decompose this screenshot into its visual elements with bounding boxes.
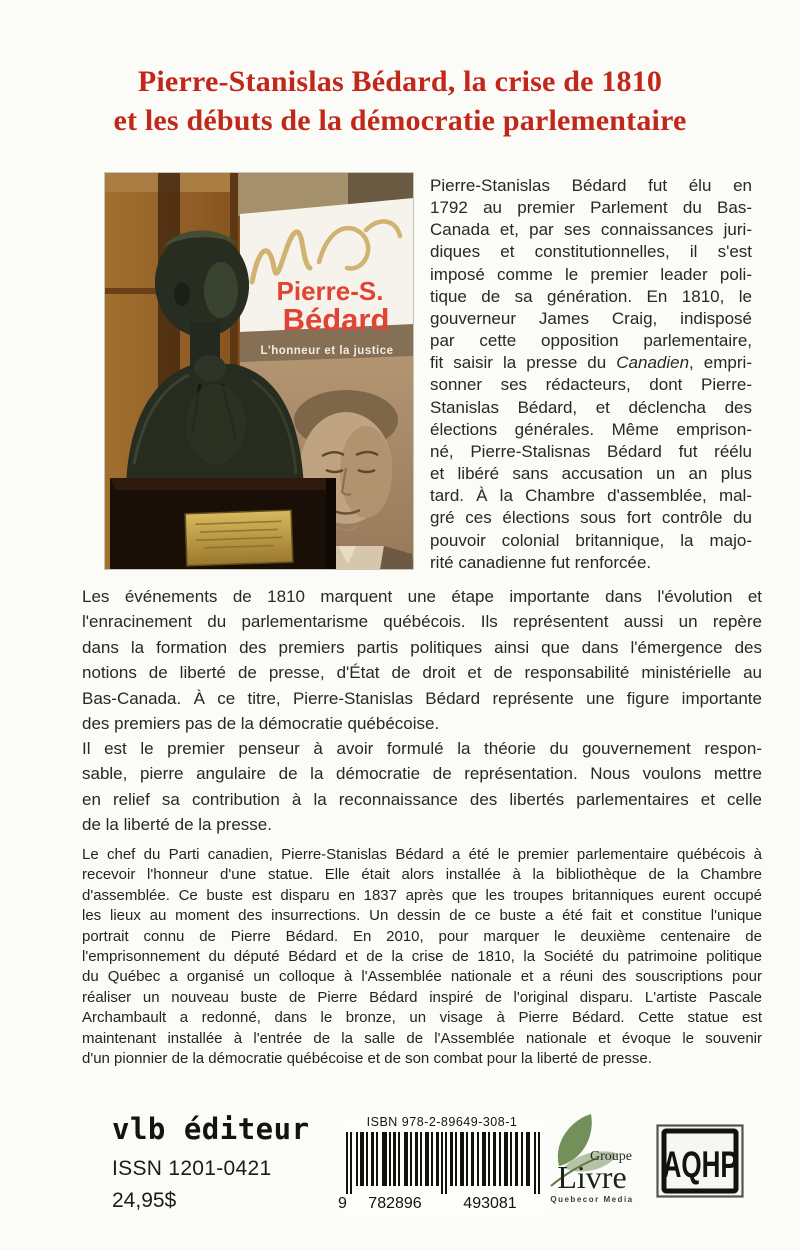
body-paragraph-3 <box>82 845 762 1069</box>
text-line <box>430 241 752 263</box>
poster-title-line2: Bédard <box>282 302 390 337</box>
text-segment: 1792 au premier Parlement du Bas- <box>430 198 752 218</box>
text-segment: gouverneur James Craig, indisposé <box>430 308 752 328</box>
text-segment: Les événements de 1810 marquent une étape importante dans l'évolution et <box>82 587 762 606</box>
text-line <box>82 761 762 786</box>
text-line <box>430 530 752 552</box>
group-logo-main: Livre <box>557 1159 627 1195</box>
price-label: 24,95$ <box>112 1189 177 1212</box>
text-segment: né, Pierre-Stalisnas Bédard fut réélu <box>430 441 752 461</box>
text-segment: , empri- <box>689 353 752 373</box>
text-line <box>430 397 752 419</box>
text-line <box>430 308 752 330</box>
text-segment: élections générales. Même emprison- <box>430 419 752 439</box>
text-segment: portrait connu de Pierre Bédard. En 2010, pour marquer le deuxième centenaire de <box>82 927 762 945</box>
text-segment: dans la formation des premiers partis politiques ainsi que dans l'émergence des <box>82 637 762 657</box>
text-line <box>430 419 752 441</box>
text-line <box>430 175 752 197</box>
text-segment: et les débuts de la démocratie parlementaire <box>113 104 687 137</box>
text-line <box>82 947 762 967</box>
text-segment: notions de liberté de presse, d'État de droit et de responsabilité ministérielle au <box>82 663 762 683</box>
text-line <box>82 660 762 685</box>
text-line <box>82 906 762 926</box>
group-logo-sub: Quebecor Media <box>550 1195 634 1204</box>
text-line <box>82 812 762 837</box>
bust-photo-illustration <box>104 172 414 570</box>
text-segment: et libéré sans accusation un an plus <box>430 464 752 484</box>
text-line <box>430 286 752 308</box>
text-segment: sonner ses rédacteurs, dont Pierre- <box>430 375 752 395</box>
text-segment: tard. À la Chambre d'assemblée, mal- <box>430 486 752 506</box>
text-line <box>0 62 800 101</box>
text-segment: diques et constitutionnelles, il s'est <box>430 242 752 262</box>
text-line <box>82 787 762 812</box>
text-line <box>82 635 762 660</box>
text-segment: Canadien <box>616 353 690 373</box>
text-segment: Bas-Canada. À ce titre, Pierre-Stanislas Bédard représente une figure importante <box>82 688 762 708</box>
brass-plaque <box>185 510 293 566</box>
text-segment: les lieux au moment des insurrections. Un dessin de ce buste a été fait et constitue l'unique <box>82 907 762 925</box>
text-line <box>430 264 752 286</box>
text-segment: des premiers pas de la démocratie québécoise. <box>82 714 440 734</box>
text-segment: Il est le premier penseur à avoir formulé la théorie du gouvernement respon- <box>82 739 762 758</box>
text-line <box>82 886 762 906</box>
body-paragraph-1 <box>82 584 762 736</box>
intro-paragraph <box>430 175 752 574</box>
text-segment: fit saisir la presse du <box>430 353 617 373</box>
text-line <box>82 609 762 634</box>
text-segment: Pierre-Stanislas Bédard, la crise de 1810 <box>137 65 663 98</box>
svg-text:782896: 782896 <box>368 1195 422 1212</box>
text-segment: Stanislas Bédard, et déclencha des <box>430 397 752 417</box>
text-line <box>430 441 752 463</box>
text-segment: l'emprisonnement du député Bédard et de la crise de 1810, la Société du patrimoine politique <box>82 948 762 966</box>
bust-photo <box>104 172 414 570</box>
text-line <box>430 485 752 507</box>
text-segment: rité canadienne fut renforcée. <box>430 552 652 572</box>
book-title <box>0 62 800 140</box>
body-paragraph-2 <box>82 736 762 838</box>
text-line <box>82 711 762 736</box>
text-line <box>82 1029 762 1049</box>
text-line <box>430 219 752 241</box>
text-line <box>82 686 762 711</box>
text-segment: d'un pionnier de la démocratie québécoise et de son combat pour la liberté de presse. <box>82 1050 652 1068</box>
text-segment: du Québec a organisé un colloque à l'Assemblée nationale et a réuni des souscriptions pour <box>82 968 762 986</box>
text-segment: gré ces élections sous fort contrôle du <box>430 508 752 528</box>
text-segment: réaliser un nouveau buste de Pierre Bédard inspiré de l'original disparu. L'artiste Pascale <box>82 988 762 1006</box>
publisher-logo: vlb éditeur <box>112 1112 310 1146</box>
text-line <box>82 865 762 885</box>
text-segment: de la liberté de la presse. <box>82 815 272 835</box>
text-segment: sable, pierre angulaire de la démocratie de représentation. Nous voulons mettre <box>82 764 762 784</box>
svg-text:493081: 493081 <box>463 1195 517 1212</box>
svg-text:9: 9 <box>338 1195 347 1212</box>
text-segment: imposé comme le premier leader poli- <box>430 264 752 284</box>
text-segment: Archambault a redonné, dans le bronze, un visage à Pierre Bédard. Cette statue est <box>82 1009 762 1027</box>
text-line <box>430 197 752 219</box>
text-segment: d'assemblée. Ce buste est disparu en 1837 après que les troupes britanniques eurent occupé <box>82 886 762 904</box>
groupe-livre-logo <box>545 1108 640 1211</box>
text-segment: tique de sa génération. En 1810, le <box>430 286 752 306</box>
text-segment: l'enracinement du parlementarisme québécois. Ils représentent aussi un repère <box>82 612 762 632</box>
text-line <box>430 463 752 485</box>
text-segment: en relief sa contribution à la reconnaissance des libertés parlementaires et celle <box>82 789 762 809</box>
text-line <box>82 584 762 609</box>
text-line <box>430 552 752 574</box>
isbn-barcode <box>338 1114 550 1221</box>
text-segment: maintenant installée à l'entrée de la salle de l'Assemblée nationale et évoque le souvenir <box>82 1029 762 1047</box>
text-segment: par cette opposition parlementaire, <box>430 331 752 351</box>
text-line <box>430 374 752 396</box>
text-line <box>82 927 762 947</box>
text-segment: Le chef du Parti canadien, Pierre-Stanislas Bédard a été le premier parlementaire québécois à <box>82 846 762 863</box>
isbn-label: ISBN 978-2-89649-308-1 <box>366 1115 518 1129</box>
text-line <box>0 101 800 140</box>
aqhp-logo <box>656 1124 744 1205</box>
text-line <box>82 736 762 761</box>
text-line <box>82 845 762 865</box>
text-line <box>430 330 752 352</box>
group-logo-top: Groupe <box>590 1149 632 1164</box>
text-segment: Canada et, par ses connaissances juri- <box>430 220 752 240</box>
issn-label: ISSN 1201-0421 <box>112 1157 272 1180</box>
poster-subtitle: L'honneur et la justice <box>260 345 394 357</box>
text-line <box>430 352 752 374</box>
text-line <box>82 988 762 1008</box>
text-line <box>82 1049 762 1069</box>
text-segment: pouvoir colonial britannique, la majo- <box>430 530 752 550</box>
text-segment: Pierre-Stanislas Bédard fut élu en <box>430 176 752 195</box>
text-line <box>82 1008 762 1028</box>
text-line <box>430 507 752 529</box>
text-segment: recevoir l'honneur d'une statue. Elle était alors installée à la bibliothèque de la Chambre <box>82 866 762 884</box>
aqhp-label: AQHP <box>662 1143 738 1185</box>
poster-title-line1: Pierre-S. <box>276 276 384 306</box>
text-line <box>82 967 762 987</box>
